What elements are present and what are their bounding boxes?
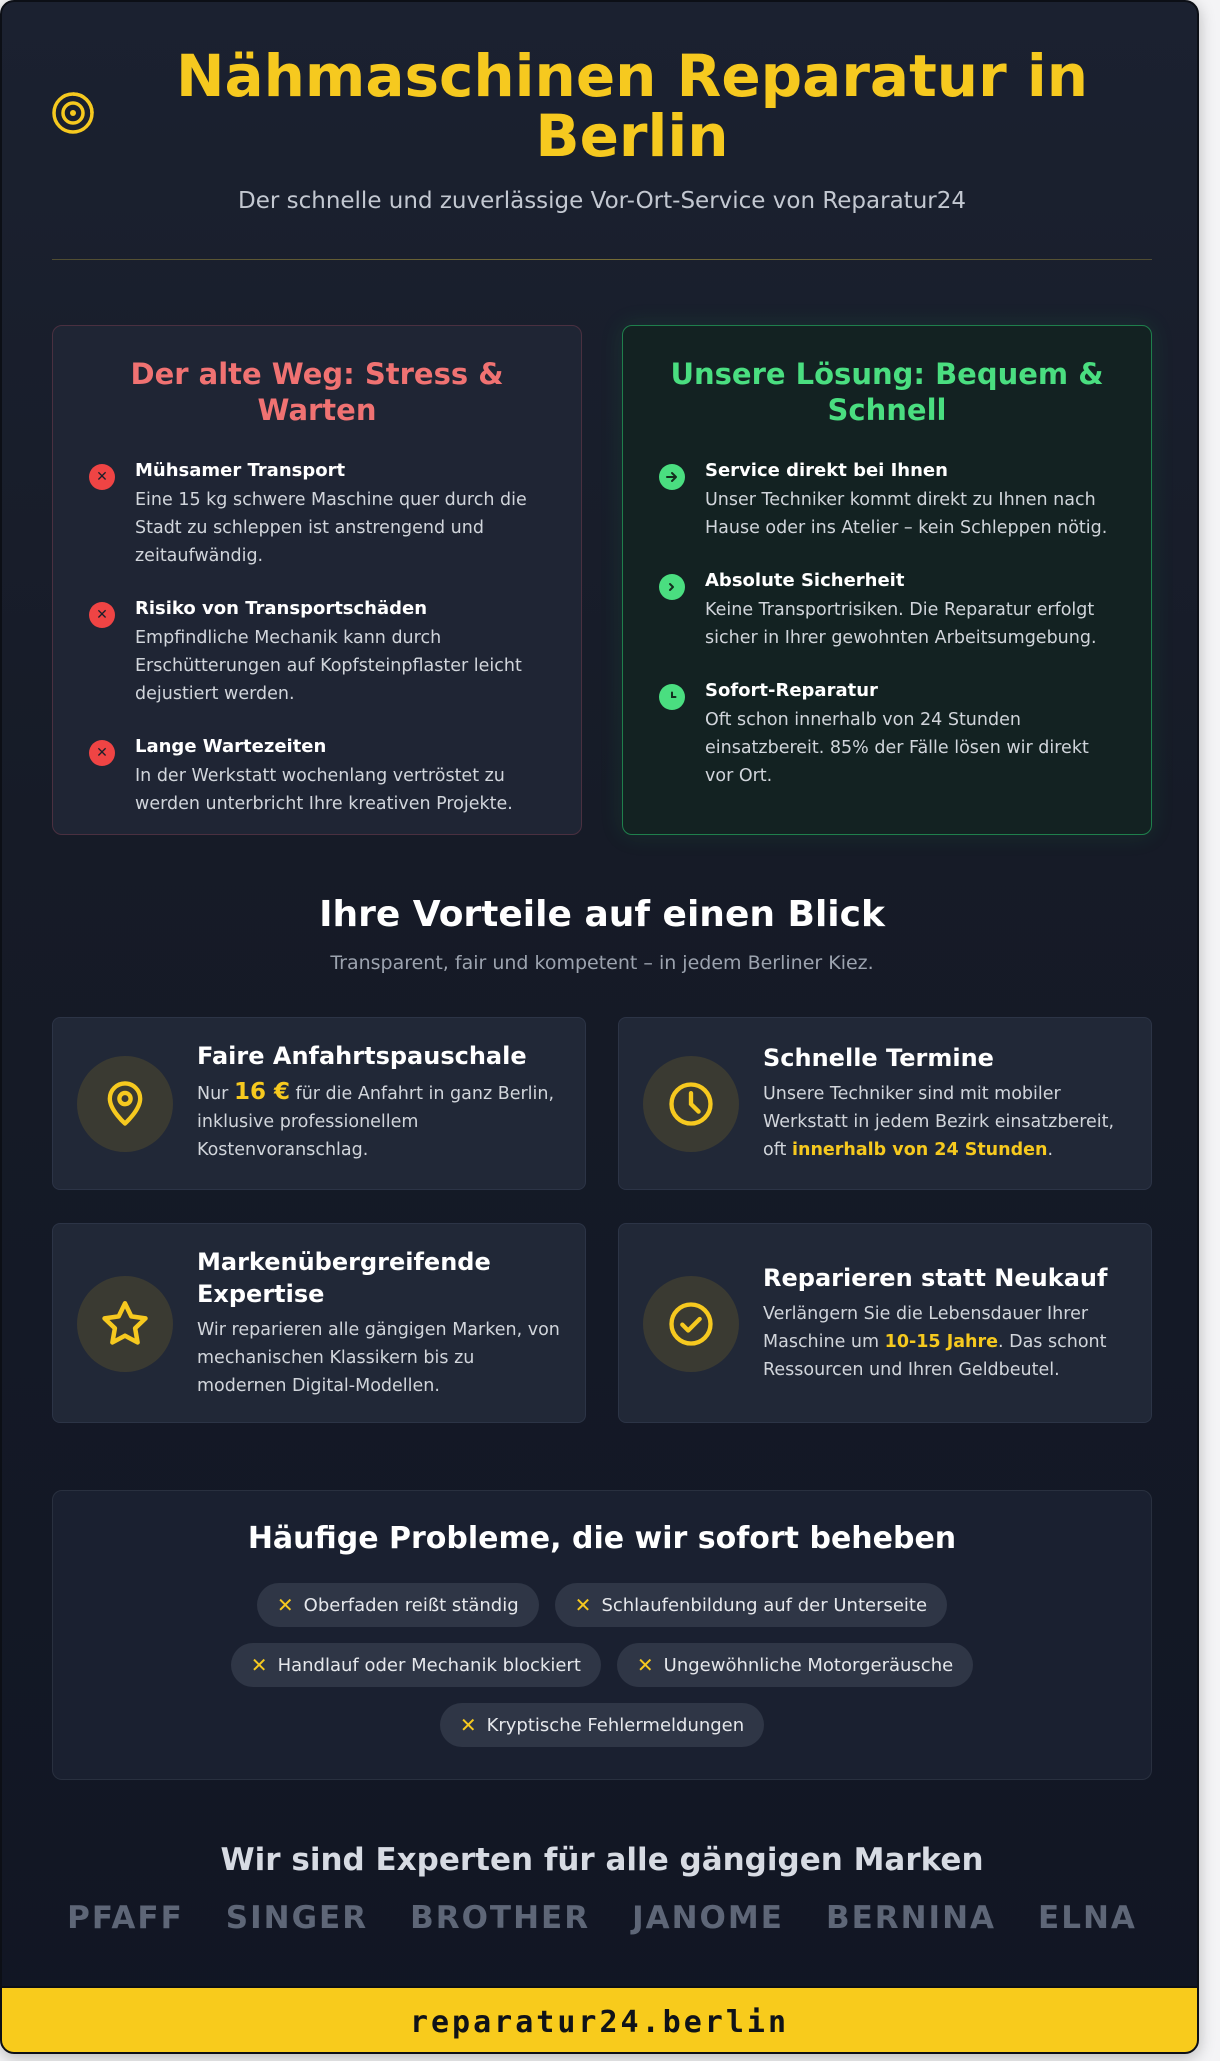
solution-title: Unsere Lösung: Bequem & Schnell xyxy=(670,357,1104,427)
benefit-text: Unsere Techniker sind mit mobiler Werkstatt in jedem Bezirk einsatzbereit, oft innerhalb von 24 Stunden. xyxy=(763,1084,1115,1160)
x-icon: ✕ xyxy=(89,602,115,628)
solution-item-text: Keine Transportrisiken. Die Reparatur erfolgt sicher in Ihrer gewohnten Arbeitsumgebung. xyxy=(705,600,1097,648)
old-way-title: Der alte Weg: Stress & Warten xyxy=(130,357,504,427)
benefit-text: Nur 16 € für die Anfahrt in ganz Berlin, inklusive professionellem Kostenvoranschlag. xyxy=(197,1079,555,1160)
problem-chip: ✕ Handlauf oder Mechanik blockiert xyxy=(231,1643,601,1687)
brands-title: Wir sind Experten für alle gängigen Marken xyxy=(220,1842,984,1878)
benefit-title: Markenübergreifende Expertise xyxy=(197,1248,491,1308)
brand-name: JANOME xyxy=(632,1900,784,1936)
benefit-title: Faire Anfahrtspauschale xyxy=(197,1042,527,1070)
clock-icon xyxy=(643,1056,739,1152)
page-subtitle: Der schnelle und zuverlässige Vor-Ort-Service von Reparatur24 xyxy=(237,188,966,214)
old-way-panel xyxy=(52,325,582,835)
price-highlight: 16 € xyxy=(233,1079,290,1105)
x-icon: ✕ xyxy=(636,1653,654,1677)
old-way-item-text: In der Werkstatt wochenlang vertröstet zu werden unterbricht Ihre kreativen Projekte. xyxy=(135,766,513,814)
old-way-item xyxy=(89,598,545,708)
solution-item-title: Sofort-Reparatur xyxy=(705,680,878,701)
problem-chip: ✕ Schlaufenbildung auf der Unterseite xyxy=(555,1583,947,1627)
benefit-text: Wir reparieren alle gängigen Marken, von mechanischen Klassikern bis zu modernen Digital-Modellen. xyxy=(197,1320,560,1396)
x-icon: ✕ xyxy=(276,1593,294,1617)
benefit-text: Verlängern Sie die Lebensdauer Ihrer Maschine um 10-15 Jahre. Das schont Ressourcen und Ihren Geldbeutel. xyxy=(763,1304,1107,1380)
x-icon: ✕ xyxy=(250,1653,268,1677)
old-way-item-title: Mühsamer Transport xyxy=(135,460,346,481)
benefit-card xyxy=(52,1017,586,1190)
header xyxy=(2,2,1197,262)
page-title: Nähmaschinen Reparatur in Berlin xyxy=(175,42,1089,170)
solution-item xyxy=(659,680,1115,790)
brand-name: SINGER xyxy=(225,1900,369,1936)
solution-item xyxy=(659,570,1115,652)
brand-list xyxy=(2,1900,1199,1936)
footer-domain: reparatur24.berlin xyxy=(409,2004,790,2040)
solution-panel xyxy=(622,325,1152,835)
problem-chip: ✕ Oberfaden reißt ständig xyxy=(257,1583,539,1627)
solution-item xyxy=(659,460,1115,542)
star-icon xyxy=(77,1276,173,1372)
brand-name: BERNINA xyxy=(825,1900,997,1936)
solution-item-text: Unser Techniker kommt direkt zu Ihnen nach Hause oder ins Atelier – kein Schleppen nötig. xyxy=(705,490,1108,538)
check-circle-icon xyxy=(643,1276,739,1372)
benefit-title: Schnelle Termine xyxy=(763,1044,994,1072)
brand-name: ELNA xyxy=(1038,1900,1137,1936)
x-icon: ✕ xyxy=(459,1713,477,1737)
years-highlight: 10-15 Jahre xyxy=(884,1332,998,1352)
old-way-item-text: Empfindliche Mechanik kann durch Erschütterungen auf Kopfsteinpflaster leicht dejustiert werden. xyxy=(135,628,522,704)
solution-item-title: Service direkt bei Ihnen xyxy=(705,460,948,481)
arrow-right-icon xyxy=(659,464,685,490)
problems-panel xyxy=(52,1490,1152,1780)
benefit-card xyxy=(52,1223,586,1423)
problem-chip: ✕ Ungewöhnliche Motorgeräusche xyxy=(617,1643,973,1687)
map-pin-icon xyxy=(77,1056,173,1152)
solution-item-text: Oft schon innerhalb von 24 Stunden einsatzbereit. 85% der Fälle lösen wir direkt vor Ort. xyxy=(705,710,1089,786)
solution-item-title: Absolute Sicherheit xyxy=(705,570,905,591)
benefit-card xyxy=(618,1223,1152,1423)
x-icon: ✕ xyxy=(89,464,115,490)
benefit-title: Reparieren statt Neukauf xyxy=(763,1264,1108,1292)
brand-name: BROTHER xyxy=(410,1900,591,1936)
footer-bar xyxy=(2,1986,1197,2054)
old-way-item-title: Risiko von Transportschäden xyxy=(135,598,428,619)
header-divider xyxy=(52,259,1152,260)
old-way-item xyxy=(89,736,545,818)
x-icon: ✕ xyxy=(574,1593,592,1617)
x-icon: ✕ xyxy=(89,740,115,766)
clock-icon xyxy=(659,684,685,710)
old-way-item-title: Lange Wartezeiten xyxy=(135,736,327,757)
problems-title: Häufige Probleme, die wir sofort beheben xyxy=(247,1521,957,1556)
time-highlight: innerhalb von 24 Stunden xyxy=(791,1140,1048,1160)
problem-chip: ✕ Kryptische Fehlermeldungen xyxy=(440,1703,764,1747)
spool-icon xyxy=(50,90,96,136)
benefit-card xyxy=(618,1017,1152,1190)
chevron-right-icon xyxy=(659,574,685,600)
benefits-subtitle: Transparent, fair und kompetent – in jedem Berliner Kiez. xyxy=(330,952,874,974)
brand-name: PFAFF xyxy=(67,1900,184,1936)
benefits-title: Ihre Vorteile auf einen Blick xyxy=(319,894,885,935)
old-way-item-text: Eine 15 kg schwere Maschine quer durch die Stadt zu schleppen ist anstrengend und zeitaufwändig. xyxy=(135,490,527,566)
old-way-item xyxy=(89,460,545,570)
problem-chips xyxy=(53,1583,1151,1763)
